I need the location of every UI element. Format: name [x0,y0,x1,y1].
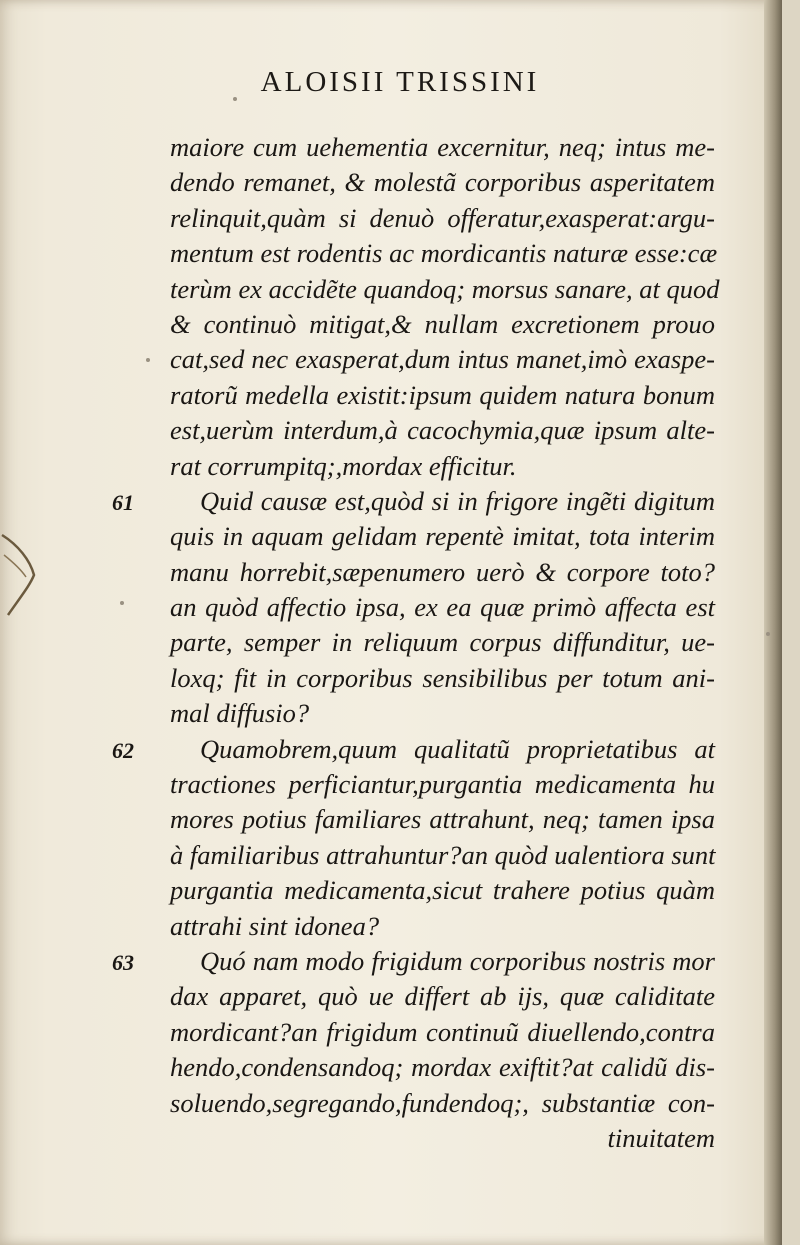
text-line: quis in aquam gelidam repentè imitat, tota interim [170,521,715,552]
text-line: mordicant?an frigidum continuũ diuellendo,contra [170,1016,715,1047]
ink-speck [233,97,237,101]
text-line: à familiaribus attrahuntur?an quòd ualentiora sunt [170,839,716,870]
text-line: tractiones perficiantur,purgantia medicamenta hu [170,769,715,800]
text-line: parte, semper in reliquum corpus diffunditur, ue- [170,627,715,658]
text-line: rat corrumpitq;,mordax efficitur. [170,450,517,481]
text-line: attrahi sint idonea? [170,910,380,941]
text-line: & continuò mitigat,& nullam excretionem prouo [170,308,715,339]
ink-speck [120,601,124,605]
text-line: cat,sed nec exasperat,dum intus manet,imò exaspe- [170,344,715,375]
margin-stain [0,515,40,625]
page-edge [764,0,782,1245]
marginal-number-63: 63 [112,950,134,975]
text-line: soluendo,segregando,fundendoq;, substantiæ con- [170,1087,715,1118]
text-line: manu horrebit,sæpenumero uerò & corpore toto? [170,556,715,587]
text-line: mal diffusio? [170,698,310,729]
text-line: dendo remanet, & molestã corporibus asperitatem [170,167,715,198]
catchword: tinuitatem [607,1122,715,1153]
text-line: Quó nam modo frigidum corporibus nostris mor [200,945,715,976]
text-line: loxq; fit in corporibus sensibilibus per totum ani- [170,662,715,693]
text-line: hendo,condensandoq; mordax exiftit?at calidũ dis- [170,1052,715,1083]
body-text [170,130,720,1156]
marginal-number-61: 61 [112,490,134,515]
ink-speck [146,358,150,362]
text-line: maiore cum uehementia excernitur, neq; intus me- [170,132,715,162]
marginal-number-62: 62 [112,738,134,763]
running-head: ALOISII TRISSINI [260,66,540,98]
ink-speck [766,632,770,636]
text-line: terùm ex accidẽte quandoq; morsus sanare, at quod [170,273,720,304]
text-line: mentum est rodentis ac mordicantis naturæ esse:cæ [170,238,718,269]
text-line: relinquit,quàm si denuò offeratur,exasperat:argu- [170,202,715,233]
text-line: mores potius familiares attrahunt, neq; tamen ipsa [170,804,715,835]
text-line: dax apparet, quò ue differt ab ijs, quæ caliditate [170,981,715,1012]
text-line: an quòd affectio ipsa, ex ea quæ primò affecta est [170,592,715,623]
text-line: est,uerùm interdum,à cacochymia,quæ ipsum alte- [170,415,715,446]
text-line: purgantia medicamenta,sicut trahere potius quàm [170,875,715,906]
text-line: ratorũ medella existit:ipsum quidem natura bonum [170,379,715,410]
text-line: Quid causæ est,quòd si in frigore ingẽti digitum [200,485,715,516]
text-line: Quamobrem,quum qualitatũ proprietatibus at [200,733,715,764]
